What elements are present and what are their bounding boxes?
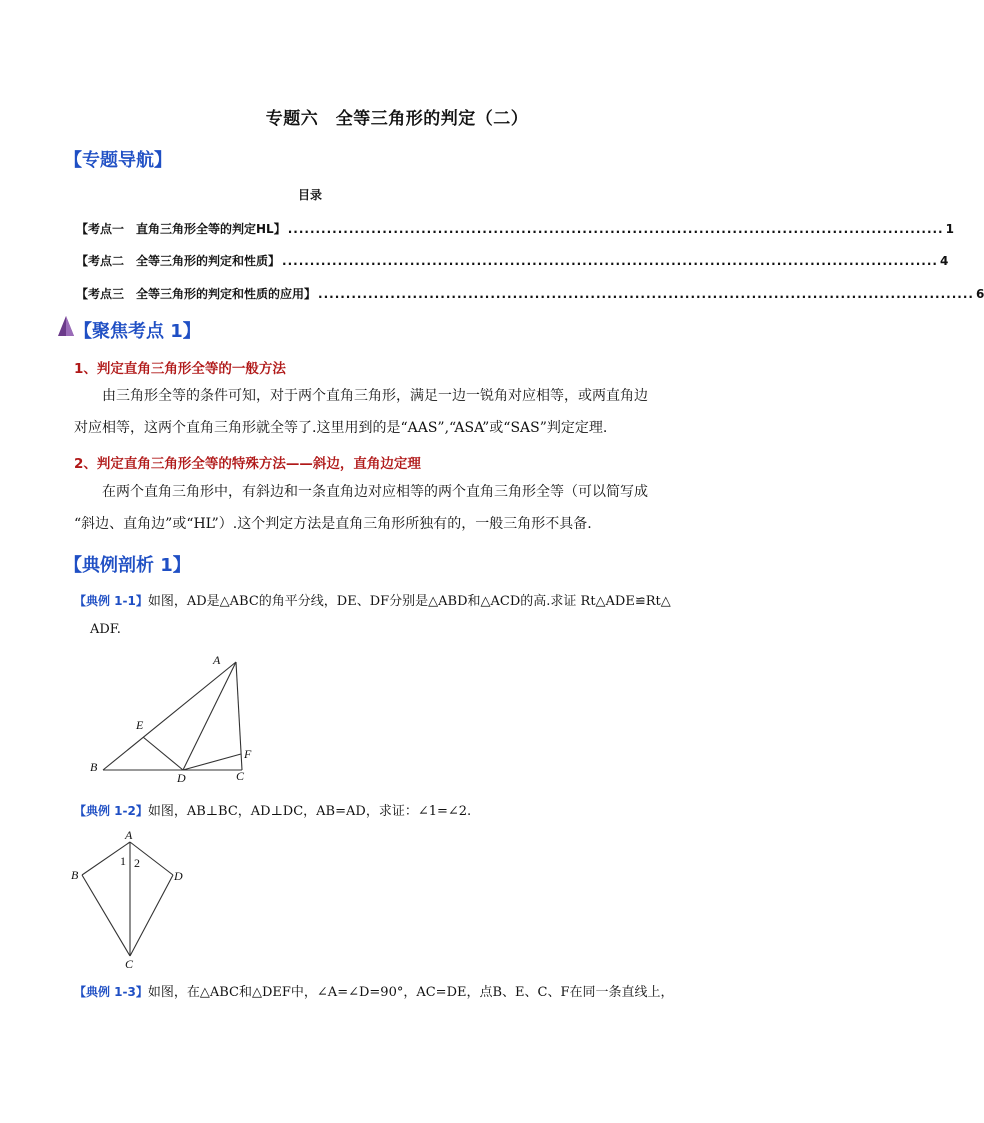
- label-E: E: [136, 718, 144, 732]
- triangle-marker-icon: [57, 315, 75, 337]
- example-text: 如图，AB⊥BC，AD⊥DC，AB=AD，求证：∠1=∠2.: [147, 804, 472, 819]
- angle-label-2: 2: [134, 856, 140, 870]
- nav-header: 【专题导航】: [64, 150, 172, 171]
- label-D: D: [177, 771, 186, 785]
- example-1-1-cont: ADF.: [90, 622, 121, 637]
- point2-line1: 在两个直角三角形中，有斜边和一条直角边对应相等的两个直角三角形全等（可以简写成: [102, 484, 648, 500]
- example-tag: 【典例 1-1】: [74, 594, 148, 608]
- example-1-3: [74, 978, 754, 1007]
- toc-leader: ......................................................................................................................: [318, 287, 974, 301]
- toc-item-page: 1: [945, 222, 954, 236]
- example-tag: 【典例 1-2】: [74, 804, 148, 818]
- focus-header: 【聚焦考点 1】: [74, 321, 201, 342]
- toc-item-1[interactable]: [76, 220, 954, 237]
- point2-heading: 2、判定直角三角形全等的特殊方法——斜边，直角边定理: [74, 456, 421, 472]
- example-tag: 【典例 1-3】: [74, 985, 148, 999]
- figure-triangle-abc: [84, 650, 264, 785]
- toc-item-page: 4: [939, 254, 949, 268]
- toc-item-2[interactable]: [76, 252, 949, 269]
- toc-item-label: 【考点三 全等三角形的判定和性质的应用】: [76, 287, 317, 301]
- example-text: 如图，在△ABC和△DEF中，∠A=∠D=90°，AC=DE，点B、E、C、F在同一条直线上，: [147, 985, 674, 1000]
- toc-leader: ......................................................................................................................: [282, 254, 938, 268]
- label-B: B: [90, 760, 98, 774]
- example-header: 【典例剖析 1】: [64, 555, 191, 576]
- point1-line1: 由三角形全等的条件可知，对于两个直角三角形，满足一边一锐角对应相等，或两直角边: [102, 388, 648, 404]
- point2-line2: “斜边、直角边”或“HL”）.这个判定方法是直角三角形所独有的，一般三角形不具备.: [74, 516, 592, 532]
- label-C: C: [236, 769, 245, 783]
- label-A: A: [213, 653, 221, 667]
- label-C: C: [125, 957, 134, 971]
- page-title: 专题六 全等三角形的判定（二）: [265, 109, 529, 129]
- toc-item-label: 【考点二 全等三角形的判定和性质】: [76, 254, 281, 268]
- toc-item-page: 6: [975, 287, 984, 301]
- point1-heading: 1、判定直角三角形全等的一般方法: [74, 361, 286, 377]
- example-text: 如图，AD是△ABC的角平分线，DE、DF分别是△ABD和△ACD的高.求证 Rt△ADE≌Rt△: [147, 594, 671, 609]
- point1-line2: 对应相等，这两个直角三角形就全等了.这里用到的是“AAS”,“ASA”或“SAS”判定定理.: [74, 420, 608, 436]
- example-1-2: [74, 797, 734, 826]
- toc-item-3[interactable]: [76, 285, 984, 302]
- toc-heading: 目录: [297, 188, 322, 202]
- angle-label-1: 1: [120, 854, 126, 868]
- label-A: A: [125, 828, 133, 842]
- toc-item-label: 【考点一 直角三角形全等的判定HL】: [76, 222, 286, 236]
- label-D: D: [174, 869, 183, 883]
- example-1-1: [74, 587, 734, 616]
- label-F: F: [244, 747, 252, 761]
- toc-leader: ......................................................................................................................: [287, 222, 944, 236]
- label-B: B: [71, 868, 79, 882]
- figure-kite-abcd: [64, 826, 204, 972]
